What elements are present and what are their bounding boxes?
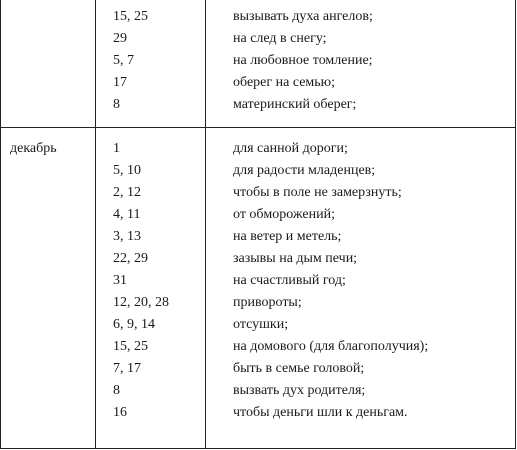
table-row: [0, 160, 516, 182]
row-description: для радости младенцев;: [233, 163, 376, 178]
row-dates: 6, 9, 14: [113, 317, 155, 332]
table-row: [0, 94, 516, 116]
row-description: материнский оберег;: [233, 97, 357, 112]
row-description: зазывы на дым печи;: [233, 251, 358, 266]
table-row: [0, 248, 516, 270]
row-description: на любовное томление;: [233, 53, 373, 68]
row-dates: 15, 25: [113, 339, 148, 354]
row-description: на ветер и метель;: [233, 229, 342, 244]
row-dates: 31: [113, 273, 127, 288]
row-dates: 5, 10: [113, 163, 141, 178]
table-border-bottom: [0, 448, 516, 449]
table-row: [0, 270, 516, 292]
row-dates: 16: [113, 405, 127, 420]
table-row: [0, 28, 516, 50]
row-dates: 8: [113, 383, 120, 398]
row-dates: 4, 11: [113, 207, 141, 222]
row-description: на след в снегу;: [233, 31, 327, 46]
row-description: на счастливый год;: [233, 273, 346, 288]
row-dates: 5, 7: [113, 53, 134, 68]
row-dates: 17: [113, 75, 127, 90]
table-row: [0, 380, 516, 402]
row-dates: 2, 12: [113, 185, 141, 200]
table-row: [0, 226, 516, 248]
table-row: [0, 72, 516, 94]
table-row: [0, 50, 516, 72]
table-row: [0, 314, 516, 336]
table-row: [0, 6, 516, 28]
row-dates: 22, 29: [113, 251, 148, 266]
row-description: чтобы деньги шли к деньгам.: [233, 405, 408, 420]
row-description: вызывать духа ангелов;: [233, 9, 373, 24]
table-row: [0, 358, 516, 380]
row-description: от обморожений;: [233, 207, 335, 222]
table-row: [0, 336, 516, 358]
row-description: привороты;: [233, 295, 302, 310]
table-row: [0, 204, 516, 226]
row-dates: 8: [113, 97, 120, 112]
row-description: отсушки;: [233, 317, 289, 332]
row-dates: 1: [113, 141, 120, 156]
table-row: [0, 292, 516, 314]
month-label: декабрь: [10, 141, 57, 156]
row-description: чтобы в поле не замерзнуть;: [233, 185, 402, 200]
table-row: [0, 402, 516, 424]
row-description: на домового (для благополучия);: [233, 339, 429, 354]
row-dates: 3, 13: [113, 229, 141, 244]
row-dates: 7, 17: [113, 361, 141, 376]
table-row: [0, 138, 516, 160]
row-dates: 12, 20, 28: [113, 295, 169, 310]
row-description: оберег на семью;: [233, 75, 336, 90]
row-dates: 29: [113, 31, 127, 46]
section-previous-month: [0, 6, 516, 116]
row-description: для санной дороги;: [233, 141, 348, 156]
section-december: [0, 138, 516, 424]
table-row: [0, 182, 516, 204]
row-description: быть в семье головой;: [233, 361, 365, 376]
row-dates: 15, 25: [113, 9, 148, 24]
month-separator: [0, 127, 516, 128]
row-description: вызвать дух родителя;: [233, 383, 366, 398]
